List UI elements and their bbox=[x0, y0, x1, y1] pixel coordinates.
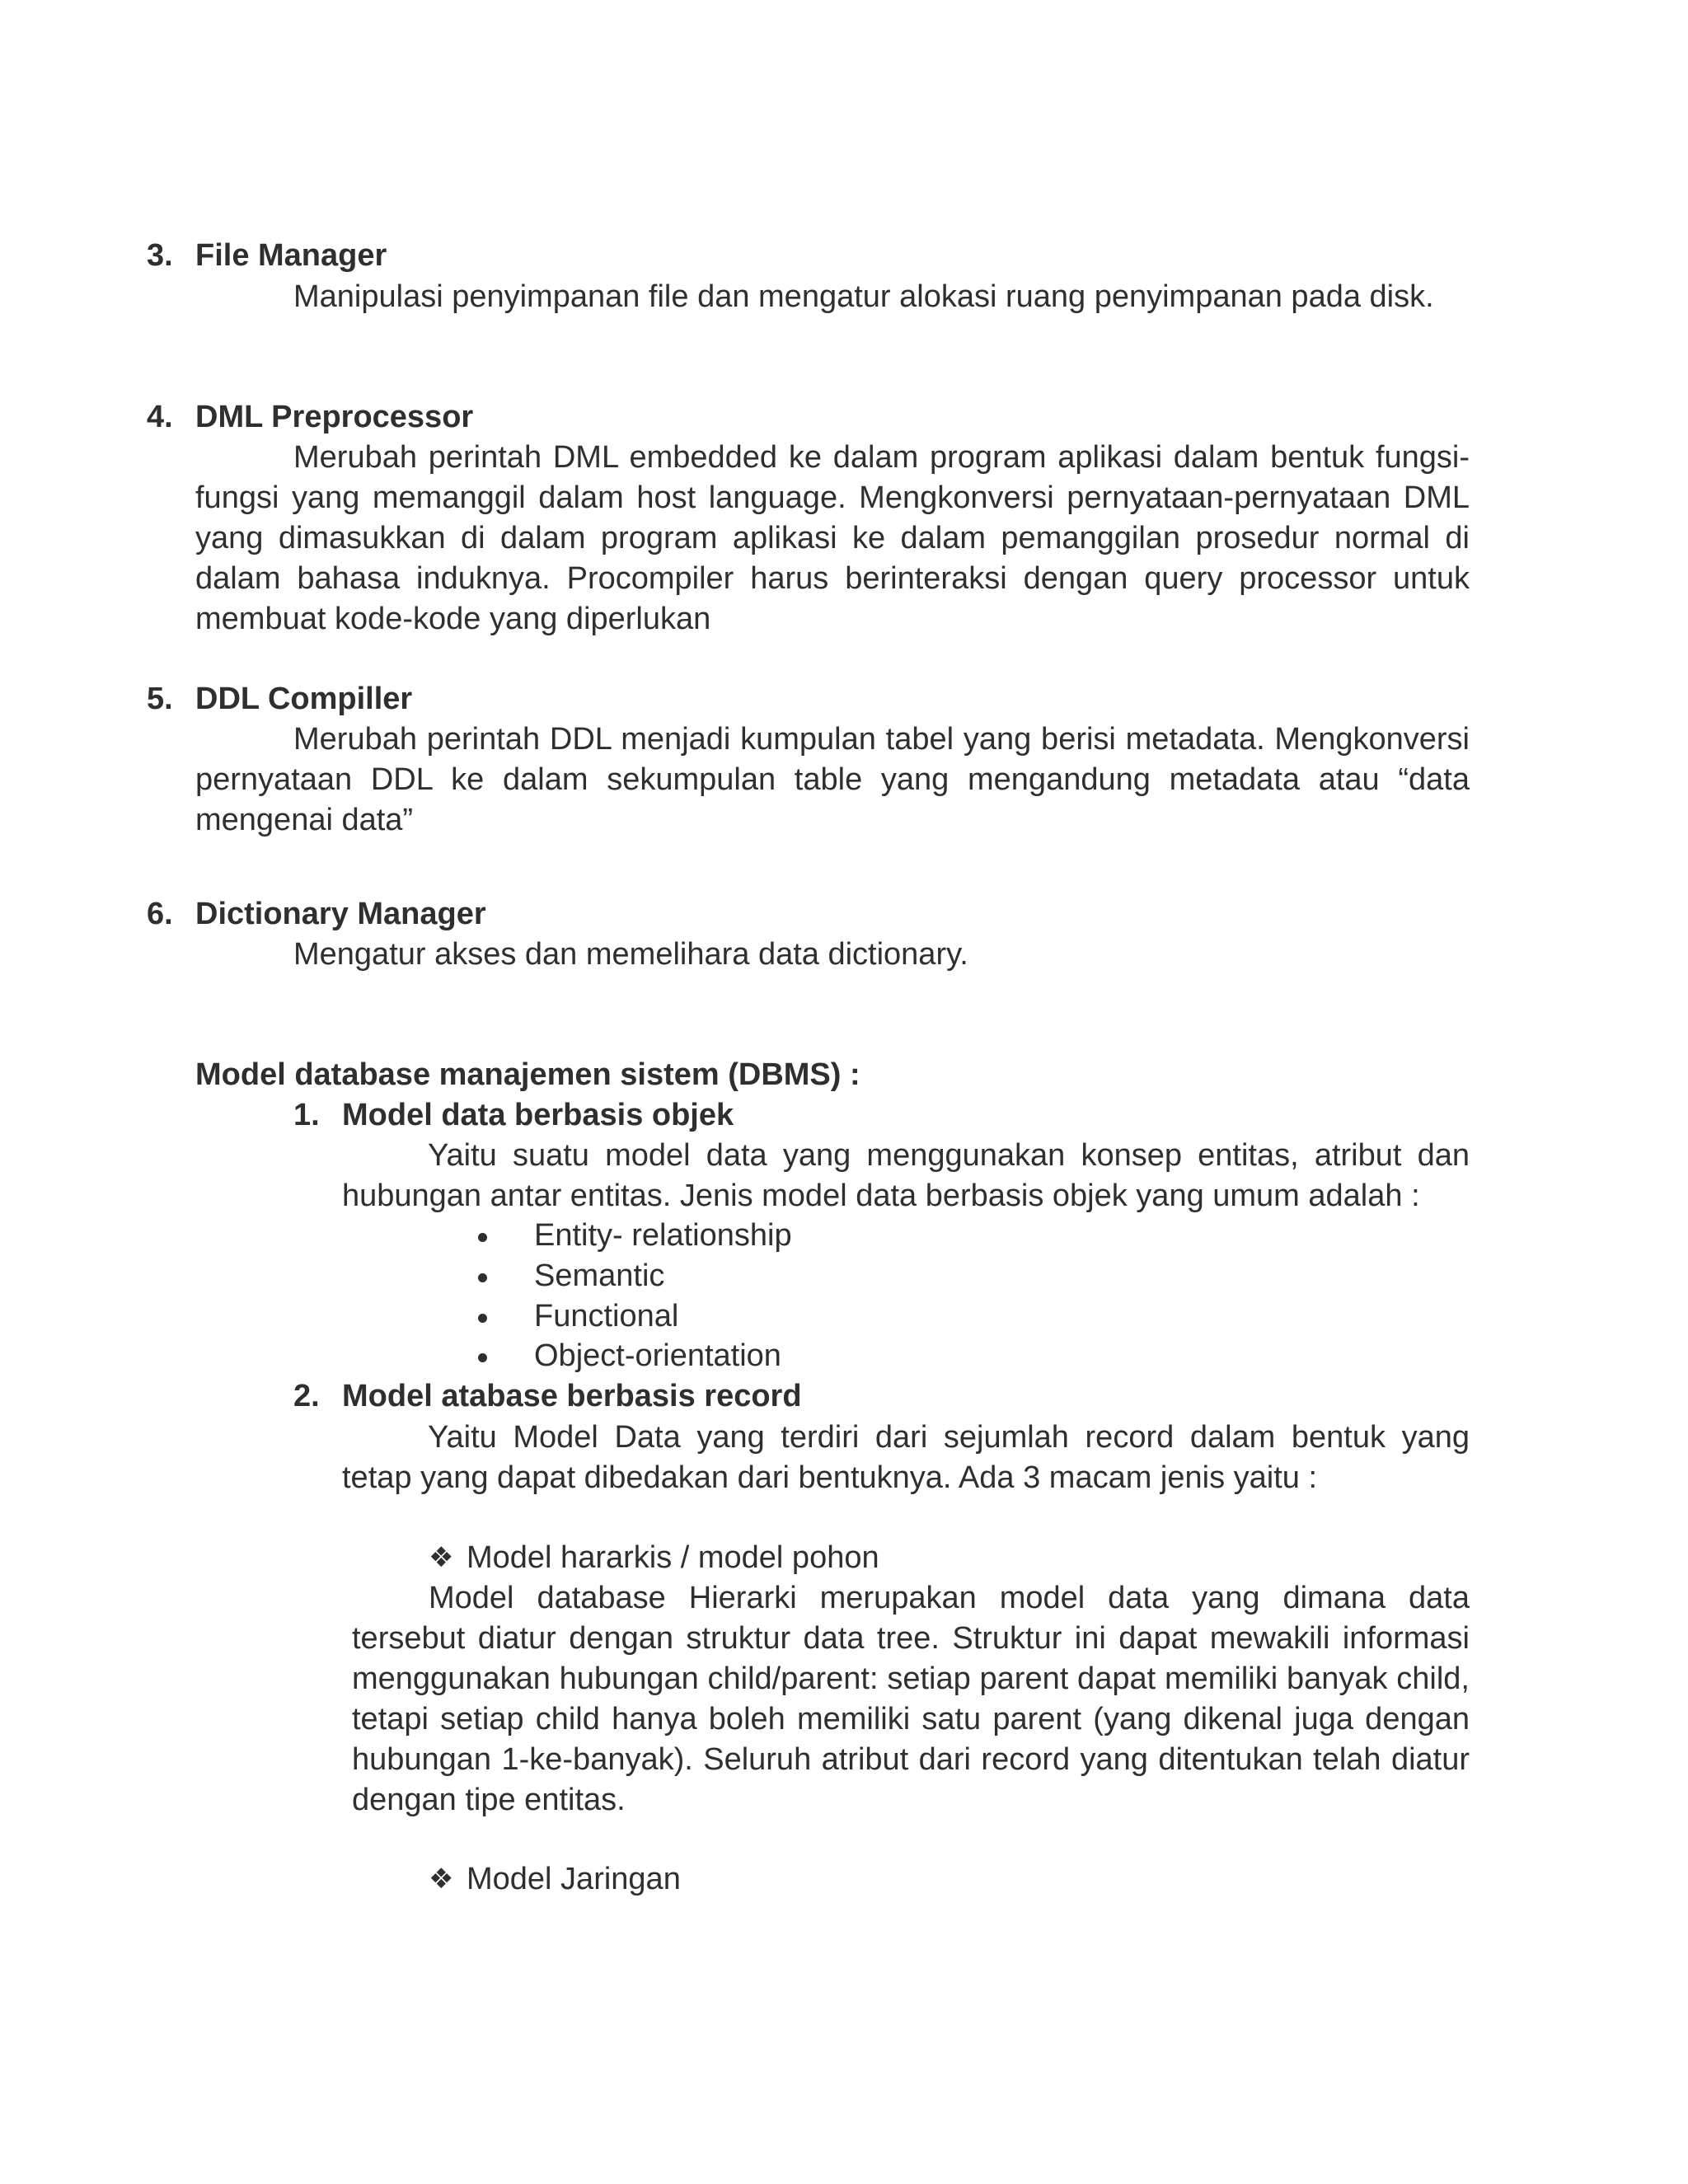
bullet-icon bbox=[478, 1233, 487, 1242]
section-body-dictionary-manager: Mengatur akses dan memelihara data dictionary. bbox=[293, 937, 968, 972]
subitem-title-hierarki: Model hararkis / model pohon bbox=[467, 1540, 879, 1575]
models-heading: Model database manajemen sistem (DBMS) : bbox=[195, 1057, 860, 1092]
section-title-file-manager: File Manager bbox=[195, 238, 387, 273]
subitem-body-hierarki: Model database Hierarki merupakan model data yang dimana data tersebut diatur dengan struktur data tree. Struktur ini dapat mewakili informasi menggunakan hubungan child/parent: setiap parent dapat memiliki banyak child, tetapi setiap child hanya boleh memiliki satu parent (yang dikenal juga dengan hubungan 1-ke-banyak). Seluruh atribut dari record yang ditentukan telah diatur dengan tipe entitas. bbox=[352, 1581, 1470, 1817]
section-number: 5. bbox=[147, 682, 173, 716]
bullet-icon bbox=[478, 1314, 487, 1323]
subitem-title-jaringan: Model Jaringan bbox=[467, 1862, 681, 1896]
model-number: 1. bbox=[293, 1098, 320, 1132]
section-title-dictionary-manager: Dictionary Manager bbox=[195, 897, 486, 931]
bullet-item: Functional bbox=[534, 1299, 679, 1333]
diamond-bullet-icon: ❖ bbox=[429, 1863, 454, 1895]
model-body-objek: Yaitu suatu model data yang menggunakan konsep entitas, atribut dan hubungan antar entitas. Jenis model data berbasis objek yang umum adalah : bbox=[342, 1138, 1470, 1213]
bullet-icon bbox=[478, 1273, 487, 1282]
bullet-item: Entity- relationship bbox=[534, 1218, 792, 1253]
model-number: 2. bbox=[293, 1379, 320, 1413]
section-number: 3. bbox=[147, 238, 173, 273]
bullet-icon bbox=[478, 1353, 487, 1362]
section-body-ddl-compiller: Merubah perintah DDL menjadi kumpulan tabel yang berisi metadata. Mengkonversi pernyataan DDL ke dalam sekumpulan table yang mengandung metadata atau “data mengenai data” bbox=[195, 722, 1470, 837]
section-title-dml-preprocessor: DML Preprocessor bbox=[195, 400, 474, 434]
section-number: 4. bbox=[147, 400, 173, 434]
model-title-objek: Model data berbasis objek bbox=[342, 1098, 734, 1132]
model-title-record: Model atabase berbasis record bbox=[342, 1379, 802, 1413]
bullet-item: Semantic bbox=[534, 1258, 665, 1293]
model-body-record: Yaitu Model Data yang terdiri dari sejumlah record dalam bentuk yang tetap yang dapat dibedakan dari bentuknya. Ada 3 macam jenis yaitu : bbox=[342, 1420, 1470, 1495]
bullet-item: Object-orientation bbox=[534, 1338, 781, 1373]
section-title-ddl-compiller: DDL Compiller bbox=[195, 682, 413, 716]
section-body-file-manager: Manipulasi penyimpanan file dan mengatur alokasi ruang penyimpanan pada disk. bbox=[293, 279, 1434, 314]
section-number: 6. bbox=[147, 897, 173, 931]
diamond-bullet-icon: ❖ bbox=[429, 1542, 454, 1573]
section-body-dml-preprocessor: Merubah perintah DML embedded ke dalam program aplikasi dalam bentuk fungsi-fungsi yang memanggil dalam host language. Mengkonversi pernyataan-pernyataan DML yang dimasukkan di dalam program aplikasi ke dalam pemanggilan prosedur normal di dalam bahasa induknya. Procompiler harus berinteraksi dengan query processor untuk membuat kode-kode yang diperlukan bbox=[195, 440, 1470, 636]
